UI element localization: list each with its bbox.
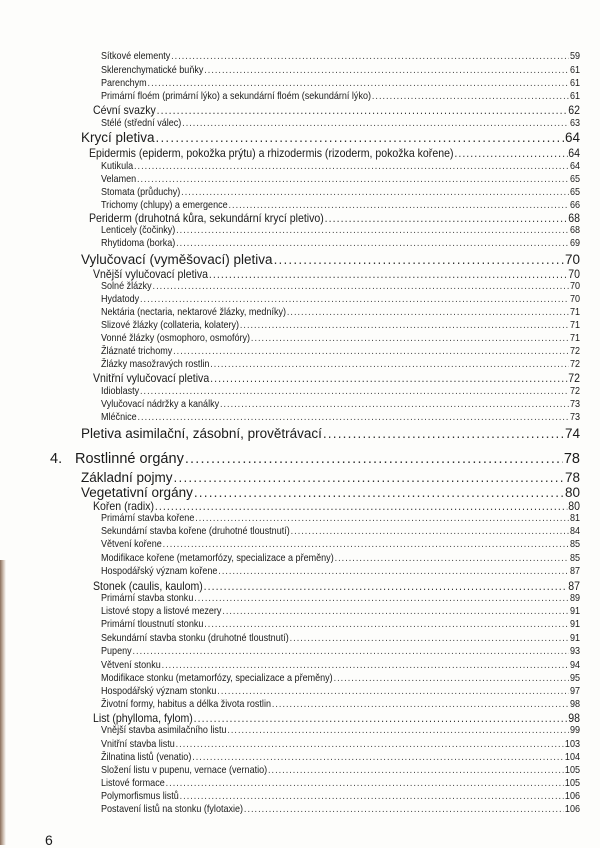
toc-entry[interactable] <box>101 186 580 198</box>
leader-dots <box>210 371 567 385</box>
toc-entry-title: Hospodářský význam stonku <box>101 685 217 697</box>
toc-entry-title: Solné žlázky <box>101 280 152 292</box>
toc-entry-page: 70 <box>568 267 580 281</box>
toc-entry-page: 85 <box>569 552 580 564</box>
toc-entry-title: Vnitřní stavba listu <box>101 738 175 750</box>
toc-entry-page: 106 <box>564 790 580 802</box>
toc-entry-title: Vegetativní orgány <box>81 485 193 500</box>
toc-entry[interactable] <box>101 117 580 129</box>
toc-entry-page: 81 <box>569 512 580 524</box>
toc-entry-title: Parenchym <box>101 77 147 89</box>
toc-entry[interactable] <box>101 645 580 657</box>
toc-entry-title: Sklerenchymatické buňky <box>101 64 204 76</box>
leader-dots <box>166 777 564 789</box>
toc-entry[interactable] <box>93 579 580 593</box>
toc-entry[interactable] <box>101 538 580 550</box>
toc-entry-title: Cévní svazky <box>93 103 156 117</box>
toc-entry-page: 69 <box>569 237 580 249</box>
toc-entry-page: 91 <box>569 605 580 617</box>
toc-entry-page: 70 <box>564 252 580 267</box>
leader-dots <box>176 237 569 249</box>
toc-entry-page: 98 <box>569 698 580 710</box>
toc-entry[interactable] <box>101 385 580 397</box>
toc-entry[interactable] <box>81 485 580 500</box>
leader-dots <box>194 485 564 500</box>
toc-entry-title: Slizové žlázky (collateria, kolatery) <box>101 319 240 331</box>
toc-entry[interactable] <box>101 293 580 305</box>
toc-entry-title: Větvení stonku <box>101 659 161 671</box>
toc-entry[interactable] <box>101 358 580 370</box>
toc-entry-title: Primární floém (primární lýko) a sekundární floém (sekundární lýko) <box>101 90 371 102</box>
toc-entry[interactable] <box>89 211 580 225</box>
toc-entry-title: Základní pojmy <box>81 470 173 485</box>
toc-entry-page: 65 <box>569 173 580 185</box>
toc-entry-title: Trichomy (chlupy) a emergence <box>101 199 228 211</box>
leader-dots <box>204 618 569 630</box>
toc-entry[interactable] <box>101 319 580 331</box>
toc-entry[interactable] <box>93 103 580 117</box>
toc-entry[interactable] <box>101 90 580 102</box>
leader-dots <box>240 319 569 331</box>
leader-dots <box>227 724 569 736</box>
toc-entry[interactable] <box>101 280 580 292</box>
toc-entry-page: 62 <box>568 103 580 117</box>
toc-entry-page: 61 <box>569 64 580 76</box>
toc-entry[interactable] <box>93 499 580 513</box>
toc-entry-page: 72 <box>569 345 580 357</box>
toc-entry[interactable] <box>81 470 580 485</box>
toc-entry-title: Žilnatina listů (venatio) <box>101 751 192 763</box>
leader-dots <box>180 790 564 802</box>
toc-entry-page: 64 <box>568 146 580 160</box>
toc-entry[interactable] <box>101 306 580 318</box>
leader-dots <box>251 332 569 344</box>
toc-entry-title: Kutikula <box>101 160 134 172</box>
toc-entry-page: 91 <box>569 618 580 630</box>
toc-entry-title: Vnější vylučovací pletiva <box>93 267 209 281</box>
toc-entry-page: 64 <box>564 130 580 145</box>
leader-dots <box>171 50 569 62</box>
toc-entry-page: 93 <box>569 645 580 657</box>
toc-entry-page: 66 <box>569 199 580 211</box>
toc-entry-title: Epidermis (epiderm, pokožka prýtu) a rhizodermis (rizoderm, pokožka kořene) <box>89 146 454 160</box>
leader-dots <box>174 470 564 485</box>
toc-entry-page: 103 <box>564 738 580 750</box>
toc-entry[interactable] <box>101 685 580 697</box>
toc-entry-page: 70 <box>569 293 580 305</box>
toc-entry[interactable] <box>101 50 580 62</box>
toc-entry[interactable] <box>101 659 580 671</box>
page-number: 6 <box>45 832 53 848</box>
toc-entry[interactable] <box>101 224 580 236</box>
toc-entry-title: Vonné žlázky (osmophoro, osmofóry) <box>101 332 251 344</box>
toc-entry-title: Vylučovací (vyměšovací) pletiva <box>81 252 273 267</box>
toc-entry-title: Periderm (druhotná kůra, sekundární krycí pletivo) <box>89 211 324 225</box>
leader-dots <box>162 659 569 671</box>
toc-entry-title: Rostlinné orgány <box>75 451 184 467</box>
leader-dots <box>335 552 570 564</box>
toc-entry[interactable] <box>101 632 580 644</box>
leader-dots <box>287 306 569 318</box>
toc-entry-page: 99 <box>569 724 580 736</box>
toc-entry[interactable] <box>101 605 580 617</box>
toc-entry-title: Pupeny <box>101 645 132 657</box>
toc-entry[interactable] <box>81 252 580 267</box>
toc-entry[interactable] <box>101 332 580 344</box>
toc-entry[interactable] <box>101 698 580 710</box>
toc-entry-title: Pletiva asimilační, zásobní, provětrávací <box>81 426 322 441</box>
toc-entry-title: Stélé (střední válec) <box>101 117 182 129</box>
toc-entry[interactable] <box>101 199 580 211</box>
toc-entry-title: Hydatody <box>101 293 140 305</box>
toc-entry-title: Vnější stavba asimilačního listu <box>101 724 227 736</box>
toc-entry[interactable] <box>101 237 580 249</box>
toc-entry-title: Rhytidoma (borka) <box>101 237 176 249</box>
toc-entry[interactable] <box>101 552 580 564</box>
leader-dots <box>290 632 569 644</box>
leader-dots <box>137 173 569 185</box>
leader-dots <box>155 499 567 513</box>
chapter-number: 4. <box>50 451 63 467</box>
toc-entry-title: Vylučovací nádržky a kanálky <box>101 398 220 410</box>
toc-entry-page: 87 <box>569 565 580 577</box>
toc-entry[interactable] <box>101 764 580 776</box>
toc-entry[interactable] <box>101 738 580 750</box>
leader-dots <box>217 685 569 697</box>
toc-entry-title: List (phylloma, fylom) <box>93 711 193 725</box>
toc-entry-title: Mléčnice <box>101 411 137 423</box>
leader-dots <box>140 293 569 305</box>
toc-entry-page: 72 <box>568 371 580 385</box>
toc-entry-page: 68 <box>569 224 580 236</box>
toc-entry-page: 85 <box>569 538 580 550</box>
toc-entry-page: 72 <box>569 385 580 397</box>
leader-dots <box>274 252 564 267</box>
leader-dots <box>156 130 564 145</box>
toc-entry-page: 104 <box>564 751 580 763</box>
toc-entry-title: Polymorfismus listů <box>101 790 179 802</box>
toc-entry-page: 97 <box>569 685 580 697</box>
toc-entry-page: 80 <box>564 485 580 500</box>
leader-dots <box>291 525 569 537</box>
leader-dots <box>372 90 569 102</box>
toc-entry[interactable] <box>93 371 580 385</box>
toc-entry-title: Stonek (caulis, kaulom) <box>93 579 203 593</box>
leader-dots <box>185 451 563 467</box>
leader-dots <box>153 280 570 292</box>
toc-entry-title: Hospodářský význam kořene <box>101 565 218 577</box>
toc-entry[interactable] <box>101 565 580 577</box>
toc-entry[interactable] <box>81 426 580 441</box>
toc-entry-page: 71 <box>569 306 580 318</box>
leader-dots <box>182 117 569 129</box>
leader-dots <box>210 358 569 370</box>
toc-entry-page: 72 <box>569 358 580 370</box>
toc-entry-page: 80 <box>568 499 580 513</box>
toc-entry-page: 89 <box>569 592 580 604</box>
toc-entry-page: 61 <box>569 90 580 102</box>
leader-dots <box>132 645 569 657</box>
leader-dots <box>218 565 569 577</box>
toc-entry-title: Složení listu v pupenu, vernace (vernatio) <box>101 764 268 776</box>
toc-entry-page: 84 <box>569 525 580 537</box>
toc-entry-page: 64 <box>569 160 580 172</box>
leader-dots <box>192 751 564 763</box>
toc-entry-title: Listové stopy a listové mezery <box>101 605 222 617</box>
toc-entry-page: 61 <box>569 77 580 89</box>
leader-dots <box>454 146 567 160</box>
toc-entry-page: 71 <box>569 319 580 331</box>
leader-dots <box>163 538 569 550</box>
toc-entry[interactable] <box>101 790 580 802</box>
toc-entry[interactable] <box>89 146 580 160</box>
toc-entry-page: 73 <box>569 411 580 423</box>
toc-entry-title: Žlázky masožravých rostlin <box>101 358 210 370</box>
leader-dots <box>173 345 569 357</box>
toc-entry[interactable] <box>93 267 580 281</box>
toc-entry-title: Postavení listů na stonku (fylotaxie) <box>101 803 244 815</box>
leader-dots <box>176 738 564 750</box>
toc-entry[interactable] <box>101 618 580 630</box>
toc-entry-title: Stomata (průduchy) <box>101 186 181 198</box>
toc-entry-page: 87 <box>568 579 580 593</box>
toc-entry-title: Velamen <box>101 173 137 185</box>
toc-entry[interactable] <box>101 525 580 537</box>
leader-dots <box>222 605 569 617</box>
leader-dots <box>204 579 568 593</box>
toc-entry-page: 91 <box>569 632 580 644</box>
toc-entry[interactable] <box>101 512 580 524</box>
toc-entry[interactable] <box>93 711 580 725</box>
toc-entry-page: 106 <box>564 803 580 815</box>
toc-entry[interactable] <box>101 777 580 789</box>
toc-entry-page: 71 <box>569 332 580 344</box>
toc-entry[interactable] <box>101 173 580 185</box>
toc-entry-title: Primární stavba kořene <box>101 512 195 524</box>
toc-entry-page: 74 <box>564 426 580 441</box>
leader-dots <box>244 803 564 815</box>
toc-entry-title: Modifikace stonku (metamorfózy, specializace a přeměny) <box>101 672 333 684</box>
toc-entry-title: Vnitřní vylučovací pletiva <box>93 371 210 385</box>
leader-dots <box>325 211 568 225</box>
leader-dots <box>148 77 570 89</box>
toc-entry-title: Sekundární stavba kořene (druhotné tloustnutí) <box>101 525 290 537</box>
toc-entry[interactable] <box>101 411 580 423</box>
leader-dots <box>140 385 569 397</box>
toc-entry-title: Životní formy, habitus a délka života rostlin <box>101 698 271 710</box>
leader-dots <box>268 764 564 776</box>
toc-entry-page: 105 <box>564 777 580 789</box>
toc-entry-title: Kořen (radix) <box>93 499 155 513</box>
toc-entry-title: Větvení kořene <box>101 538 162 550</box>
toc-entry-page: 105 <box>564 764 580 776</box>
toc-entry-page: 59 <box>569 50 580 62</box>
toc-entry-page: 70 <box>569 280 580 292</box>
toc-entry-page: 94 <box>569 659 580 671</box>
toc-entry-page: 65 <box>569 186 580 198</box>
leader-dots <box>228 199 569 211</box>
leader-dots <box>176 224 569 236</box>
toc-entry-title: Sekundární stavba stonku (druhotné tloustnutí) <box>101 632 289 644</box>
toc-entry-title: Nektária (nectaria, nektarové žlázky, medníky) <box>101 306 287 318</box>
toc-entry-title: Modifikace kořene (metamorfózy, specializace a přeměny) <box>101 552 334 564</box>
toc-entry-title: Primární tloustnutí stonku <box>101 618 204 630</box>
toc-entry[interactable] <box>81 130 580 145</box>
leader-dots <box>194 711 568 725</box>
leader-dots <box>134 160 569 172</box>
leader-dots <box>272 698 569 710</box>
leader-dots <box>195 512 569 524</box>
leader-dots <box>194 592 569 604</box>
leader-dots <box>181 186 569 198</box>
toc-entry-page: 68 <box>568 211 580 225</box>
toc-entry[interactable] <box>101 398 580 410</box>
toc-entry-title: Krycí pletiva <box>81 130 155 145</box>
leader-dots <box>323 426 564 441</box>
leader-dots <box>204 64 569 76</box>
toc-entry[interactable] <box>101 751 580 763</box>
toc-entry-page: 63 <box>569 117 580 129</box>
leader-dots <box>334 672 570 684</box>
toc-entry-title: Sítkové elementy <box>101 50 171 62</box>
leader-dots <box>157 103 568 117</box>
toc-entry-title: Listové formace <box>101 777 165 789</box>
toc-entry[interactable] <box>75 451 580 467</box>
toc-entry[interactable] <box>101 672 580 684</box>
leader-dots <box>220 398 569 410</box>
toc-entry[interactable] <box>101 64 580 76</box>
toc-entry[interactable] <box>101 803 580 815</box>
toc-entry-page: 73 <box>569 398 580 410</box>
toc-entry-title: Lenticely (čočinky) <box>101 224 176 236</box>
toc-entry[interactable] <box>101 592 580 604</box>
toc-entry-page: 78 <box>564 470 580 485</box>
leader-dots <box>137 411 569 423</box>
toc-entry[interactable] <box>101 160 580 172</box>
toc-entry-title: Idioblasty <box>101 385 140 397</box>
toc-entry-title: Žláznaté trichomy <box>101 345 173 357</box>
toc-entry[interactable] <box>101 724 580 736</box>
toc-entry-title: Primární stavba stonku <box>101 592 194 604</box>
toc-entry-page: 95 <box>569 672 580 684</box>
leader-dots <box>209 267 567 281</box>
toc-entry[interactable] <box>101 345 580 357</box>
toc-entry[interactable] <box>101 77 580 89</box>
toc-entry-page: 98 <box>568 711 580 725</box>
toc-entry-page: 78 <box>563 451 580 467</box>
